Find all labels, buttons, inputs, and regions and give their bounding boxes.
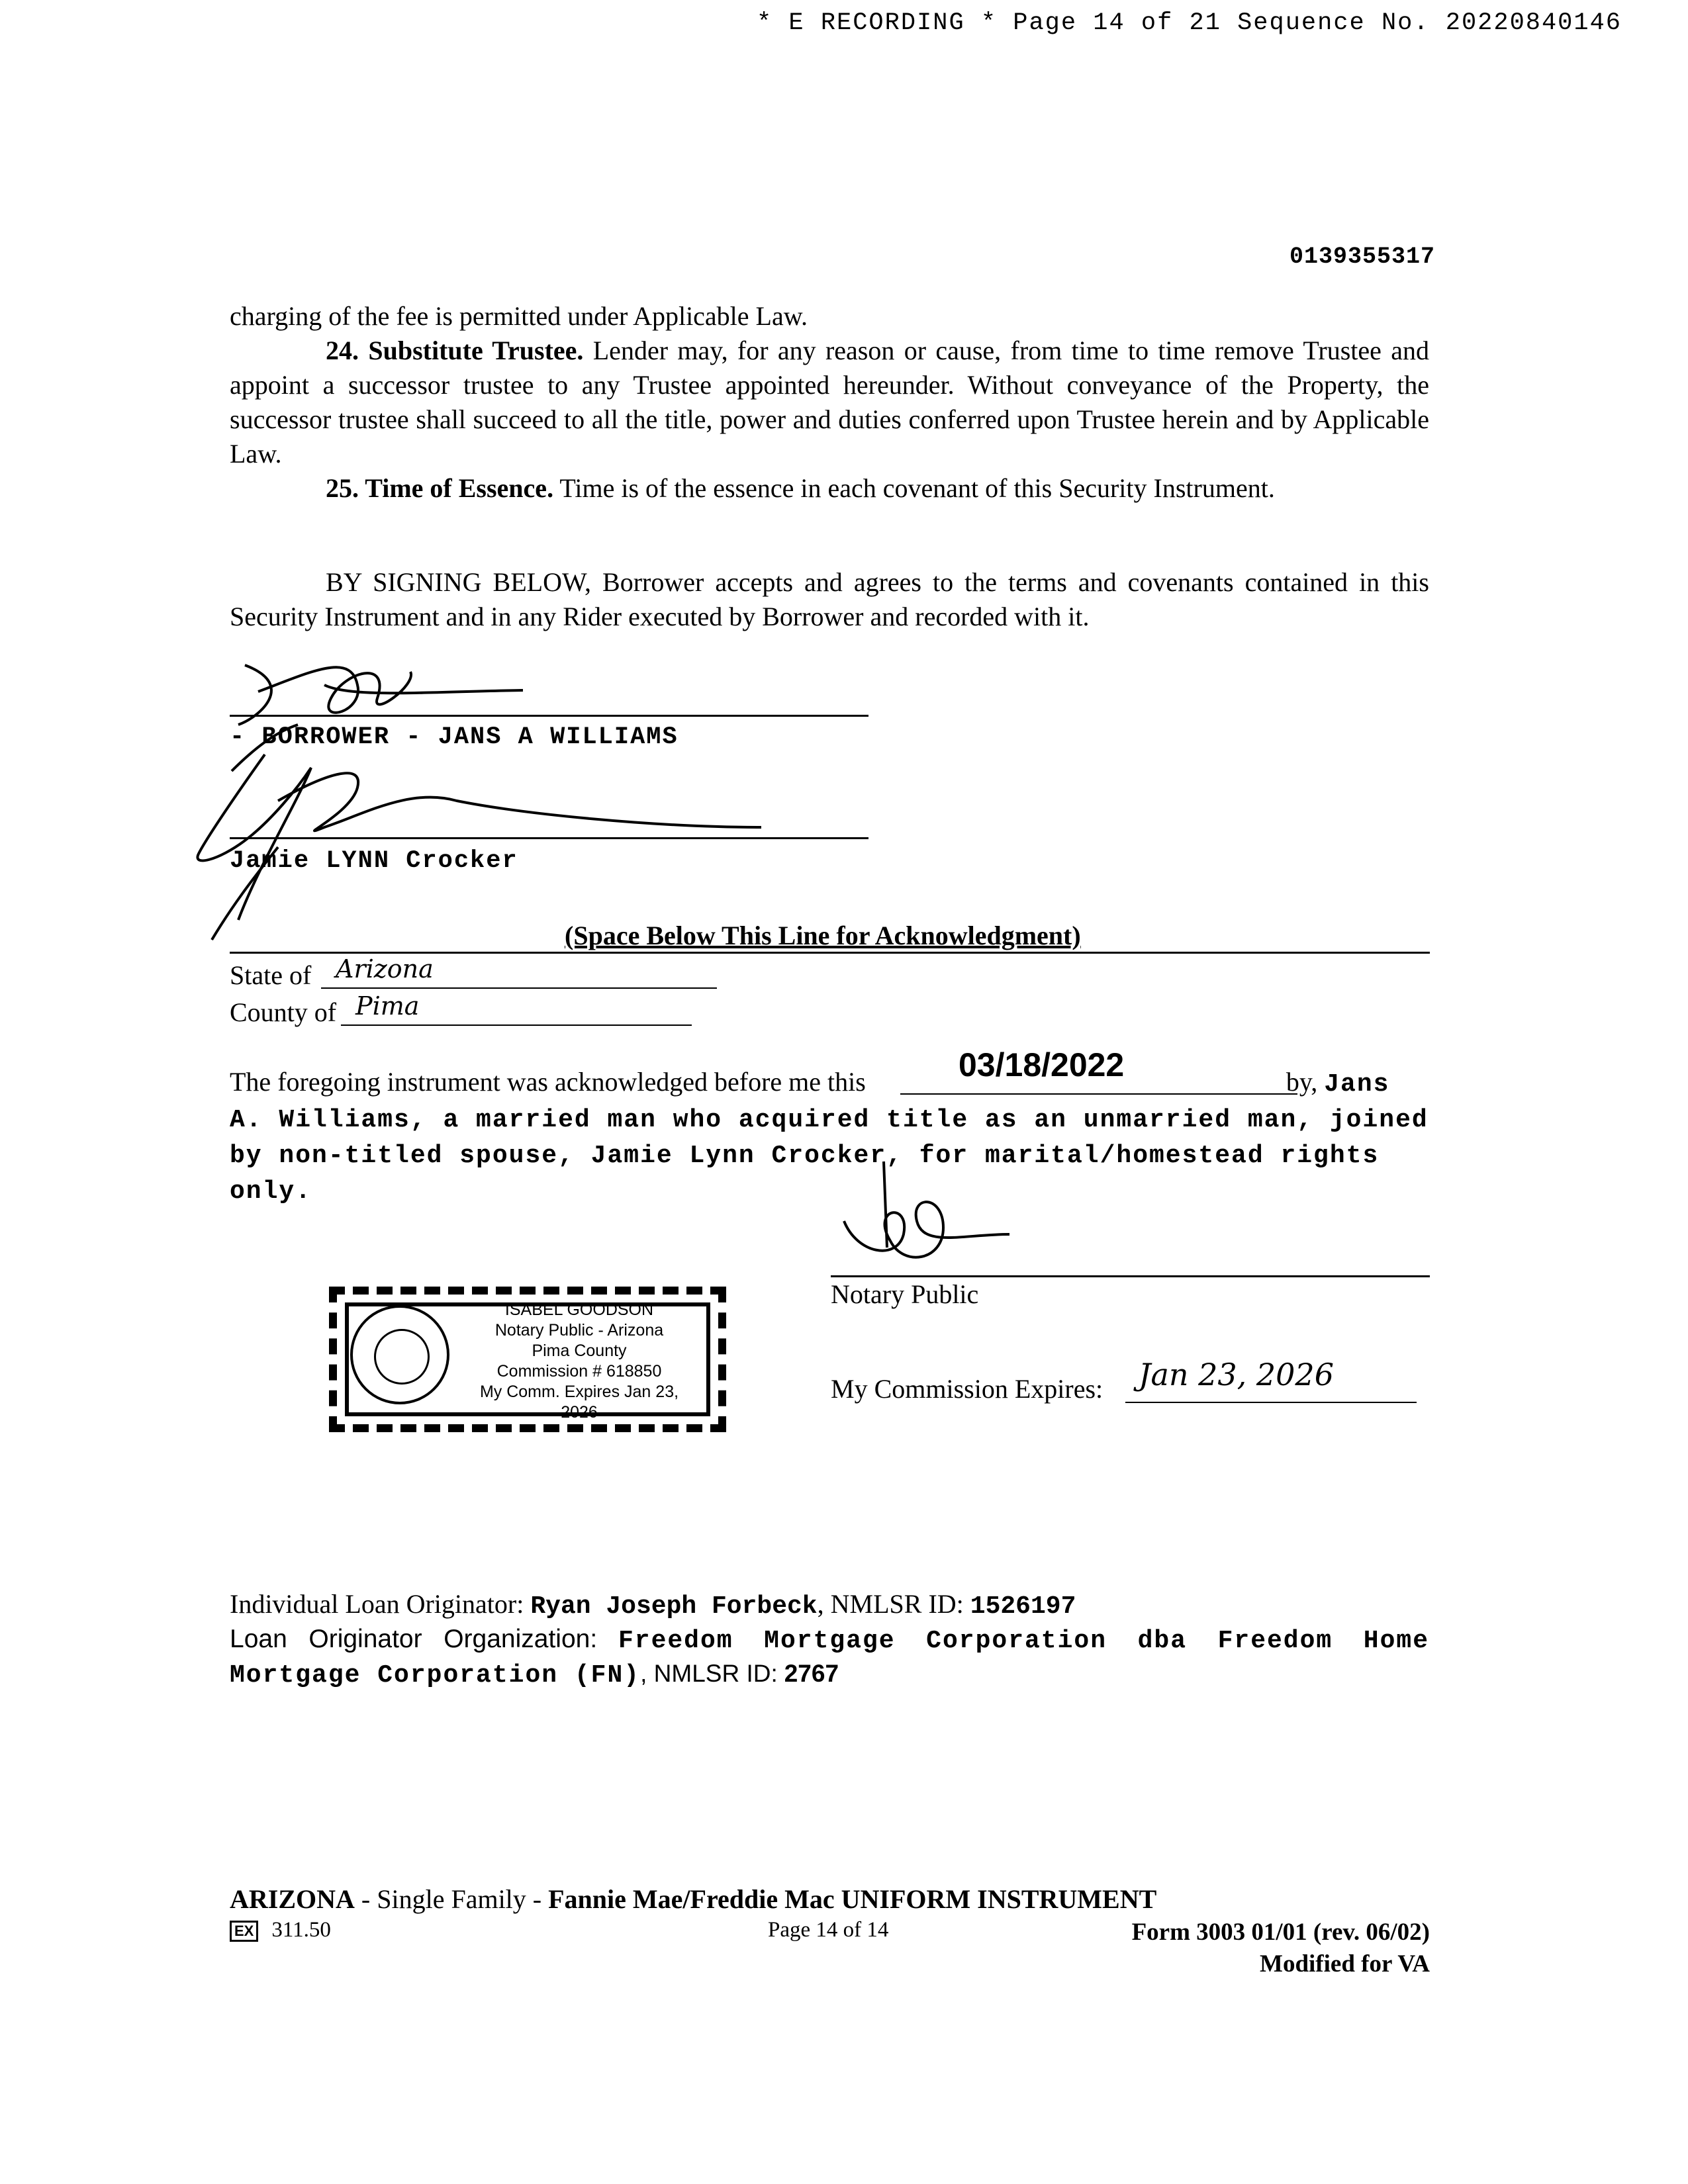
notary-name: ISABEL GOODSON: [504, 1300, 654, 1319]
state-field: [230, 954, 434, 991]
ack-text-by: by,: [1286, 1067, 1318, 1097]
county-line: [341, 1024, 692, 1026]
footer-form-number-block: [1132, 1917, 1430, 1980]
footer-modified: Modified for VA: [1260, 1950, 1430, 1978]
notary-expires: My Comm. Expires Jan 23, 2026: [479, 1383, 679, 1422]
state-line: [321, 987, 717, 989]
ellie-mae-logo-icon: EX: [230, 1921, 258, 1942]
individual-originator-name: Ryan Joseph Forbeck: [530, 1592, 818, 1621]
borrower-1-signature-line: [230, 715, 868, 717]
footer-form-title: [230, 1884, 1156, 1915]
carryover-text: charging of the fee is permitted under Applicable Law.: [230, 301, 808, 331]
footer-code: [230, 1918, 331, 1942]
commission-line: [1125, 1402, 1417, 1403]
section-25-body: Time is of the essence in each covenant of this Security Instrument.: [559, 473, 1275, 503]
commission-value: Jan 23, 2026: [1139, 1357, 1334, 1392]
county-label: County of: [230, 997, 337, 1027]
county-value: Pima: [355, 991, 420, 1021]
footer-state: ARIZONA: [230, 1884, 355, 1914]
covenant-text: [230, 299, 1429, 506]
notary-signature-line: [831, 1275, 1430, 1277]
org-id: 2767: [784, 1660, 839, 1687]
signing-clause: BY SIGNING BELOW, Borrower accepts and agrees to the terms and covenants contained in this Security Instrument and in any Rider executed by Borrower and recorded with it.: [230, 567, 1429, 631]
acknowledgment-text: [230, 1066, 1429, 1208]
section-24: [230, 334, 1429, 471]
org-name: Freedom Mortgage Corporation dba Freedom Home Mortgage Corporation (FN): [230, 1627, 1430, 1690]
footer-desc-1: - Single Family -: [354, 1884, 549, 1914]
originator-block: [230, 1588, 1429, 1692]
notary-signature: [831, 1155, 1016, 1274]
individual-originator-label: Individual Loan Originator:: [230, 1589, 524, 1619]
acknowledgment-heading: (Space Below This Line for Acknowledgment): [565, 921, 1081, 950]
notary-public-label: Notary Public: [831, 1279, 979, 1309]
borrower-2-name: Jamie LYNN Crocker: [230, 847, 518, 875]
notary-county: Pima County: [532, 1342, 627, 1360]
borrower-1-name: - BORROWER - JANS A WILLIAMS: [230, 723, 679, 751]
section-25-heading: 25. Time of Essence.: [326, 473, 554, 503]
borrower-2-signature-line: [230, 837, 868, 839]
notary-commission: Commission # 618850: [496, 1362, 662, 1381]
acknowledgment-rule: [230, 952, 1430, 954]
footer-code-value: 311.50: [271, 1918, 331, 1942]
notary-title: Notary Public - Arizona: [494, 1321, 664, 1340]
individual-id-label: , NMLSR ID:: [817, 1589, 964, 1619]
footer-desc-2: Fannie Mae/Freddie Mac UNIFORM INSTRUMENT: [548, 1884, 1157, 1914]
footer-page: Page 14 of 14: [768, 1918, 889, 1942]
org-label: Loan Originator Organization:: [230, 1625, 598, 1653]
county-field: [230, 991, 420, 1028]
originator-organization: [230, 1623, 1429, 1692]
recording-header: * E RECORDING * Page 14 of 21 Sequence No. 20220840146: [757, 9, 1622, 37]
footer-form-number: Form 3003 01/01 (rev. 06/02): [1131, 1919, 1430, 1946]
loan-number: 0139355317: [1289, 244, 1435, 270]
acknowledgment-date: 03/18/2022: [959, 1046, 1125, 1083]
org-id-label: , NMLSR ID:: [640, 1660, 778, 1687]
ack-text-after: Jans A. Williams, a married man who acquired title as an unmarried man, joined by non-titled spouse, Jamie Lynn Crocker, for marital/homestead rights only.: [230, 1070, 1429, 1206]
individual-originator: [230, 1588, 1429, 1623]
notary-stamp-text: [460, 1300, 698, 1423]
commission-label: My Commission Expires:: [831, 1374, 1103, 1404]
individual-id: 1526197: [970, 1592, 1076, 1621]
section-24-body: Lender may, for any reason or cause, from time to time remove Trustee and appoint a successor trustee to any Trustee appointed hereunder. Without conveyance of the Property, the successor trustee shall succeed to all the title, power and duties conferred upon Trustee herein and by Applicable Law.: [230, 336, 1430, 469]
notary-stamp: [329, 1287, 726, 1432]
ack-text-before: The foregoing instrument was acknowledged before me this: [230, 1067, 866, 1097]
section-25: [230, 471, 1429, 506]
state-value: Arizona: [336, 954, 434, 983]
state-seal-icon: [350, 1305, 449, 1404]
state-label: State of: [230, 960, 312, 990]
signing-clause-block: [230, 565, 1429, 634]
section-24-heading: 24. Substitute Trustee.: [326, 336, 584, 365]
